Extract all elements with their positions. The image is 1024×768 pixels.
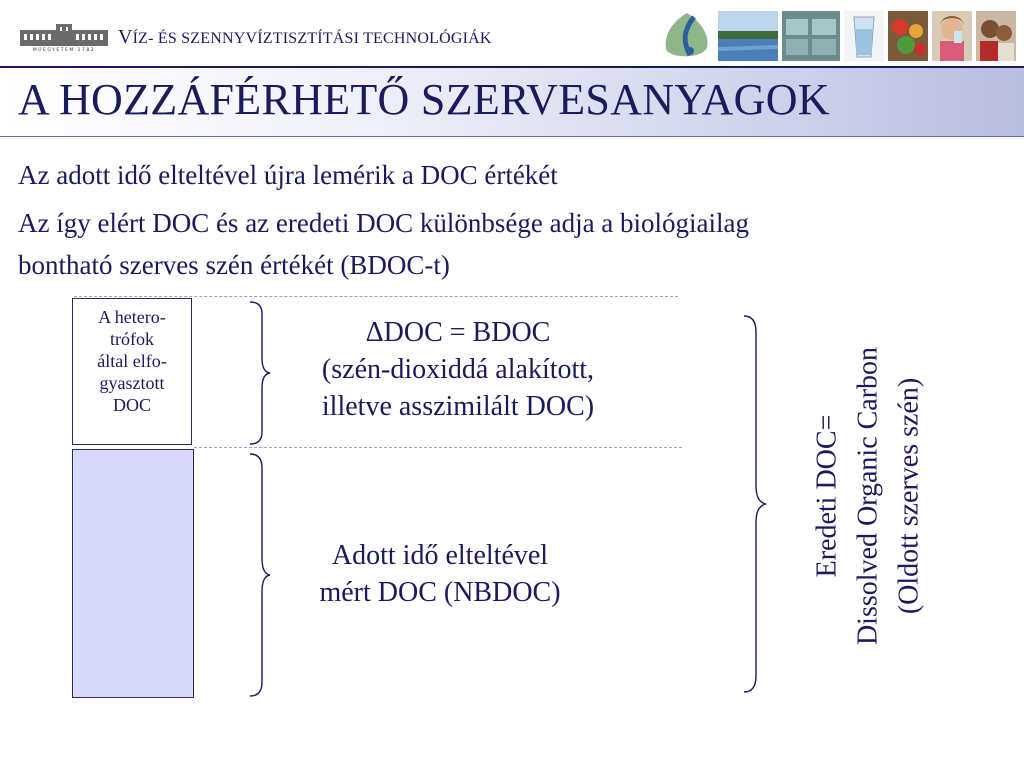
total-doc-line: Eredeti DOC=	[811, 414, 843, 578]
paragraph-2-line-2: bontható szerves szén értékét (BDOC-t)	[18, 250, 450, 280]
header-strip	[0, 0, 1024, 66]
total-doc-description	[807, 347, 930, 645]
treatment-basin-photo	[782, 11, 840, 61]
lake-photo	[718, 11, 778, 61]
bdoc-line: ΔDOC = BDOC	[365, 317, 551, 348]
water-drop-logo-icon	[660, 11, 714, 61]
dashed-top-line	[74, 296, 678, 297]
total-doc-brace-icon	[738, 314, 768, 694]
bdoc-description	[258, 314, 658, 425]
nbdoc-line: mért DOC (NBDOC)	[319, 577, 561, 608]
water-glass-photo	[844, 11, 884, 61]
photo-strip	[660, 11, 1016, 61]
consumed-doc-label	[72, 306, 192, 416]
nbdoc-description	[240, 537, 640, 611]
remaining-doc-box	[72, 449, 194, 698]
logo-caption: MŰEGYETEM 1782	[32, 48, 96, 52]
bdoc-line: illetve asszimilált DOC)	[321, 391, 595, 422]
course-title	[118, 26, 492, 49]
children-drinking-photo	[976, 11, 1016, 61]
slide-title: A HOZZÁFÉRHETŐ SZERVESANYAGOK	[18, 75, 830, 124]
consumed-doc-line: gyasztott	[99, 373, 165, 393]
course-title-rest: ÍZ- ÉS SZENNYVÍZTISZTÍTÁSI TECHNOLÓGIÁK	[132, 30, 492, 47]
total-doc-line: Dissolved Organic Carbon	[852, 346, 884, 646]
total-doc-line: (Oldott szerves szén)	[893, 377, 925, 615]
course-title-initial: V	[118, 26, 133, 48]
consumed-doc-line: A hetero-	[98, 307, 166, 327]
bdoc-line: (szén-dioxiddá alakított,	[321, 354, 595, 385]
consumed-doc-line: DOC	[112, 395, 151, 415]
university-building-logo-icon	[18, 22, 110, 52]
paragraph-2-line-1: Az így elért DOC és az eredeti DOC különbsége adja a biológiailag	[18, 208, 750, 238]
girl-drinking-photo	[932, 11, 972, 61]
vegetables-photo	[888, 11, 928, 61]
consumed-doc-line: által elfo-	[97, 351, 167, 371]
paragraph-1: Az adott idő elteltével újra lemérik a DOC értékét	[18, 160, 558, 190]
consumed-doc-line: trófok	[110, 329, 154, 349]
dashed-middle-line	[194, 447, 682, 448]
nbdoc-line: Adott idő elteltével	[331, 540, 549, 571]
